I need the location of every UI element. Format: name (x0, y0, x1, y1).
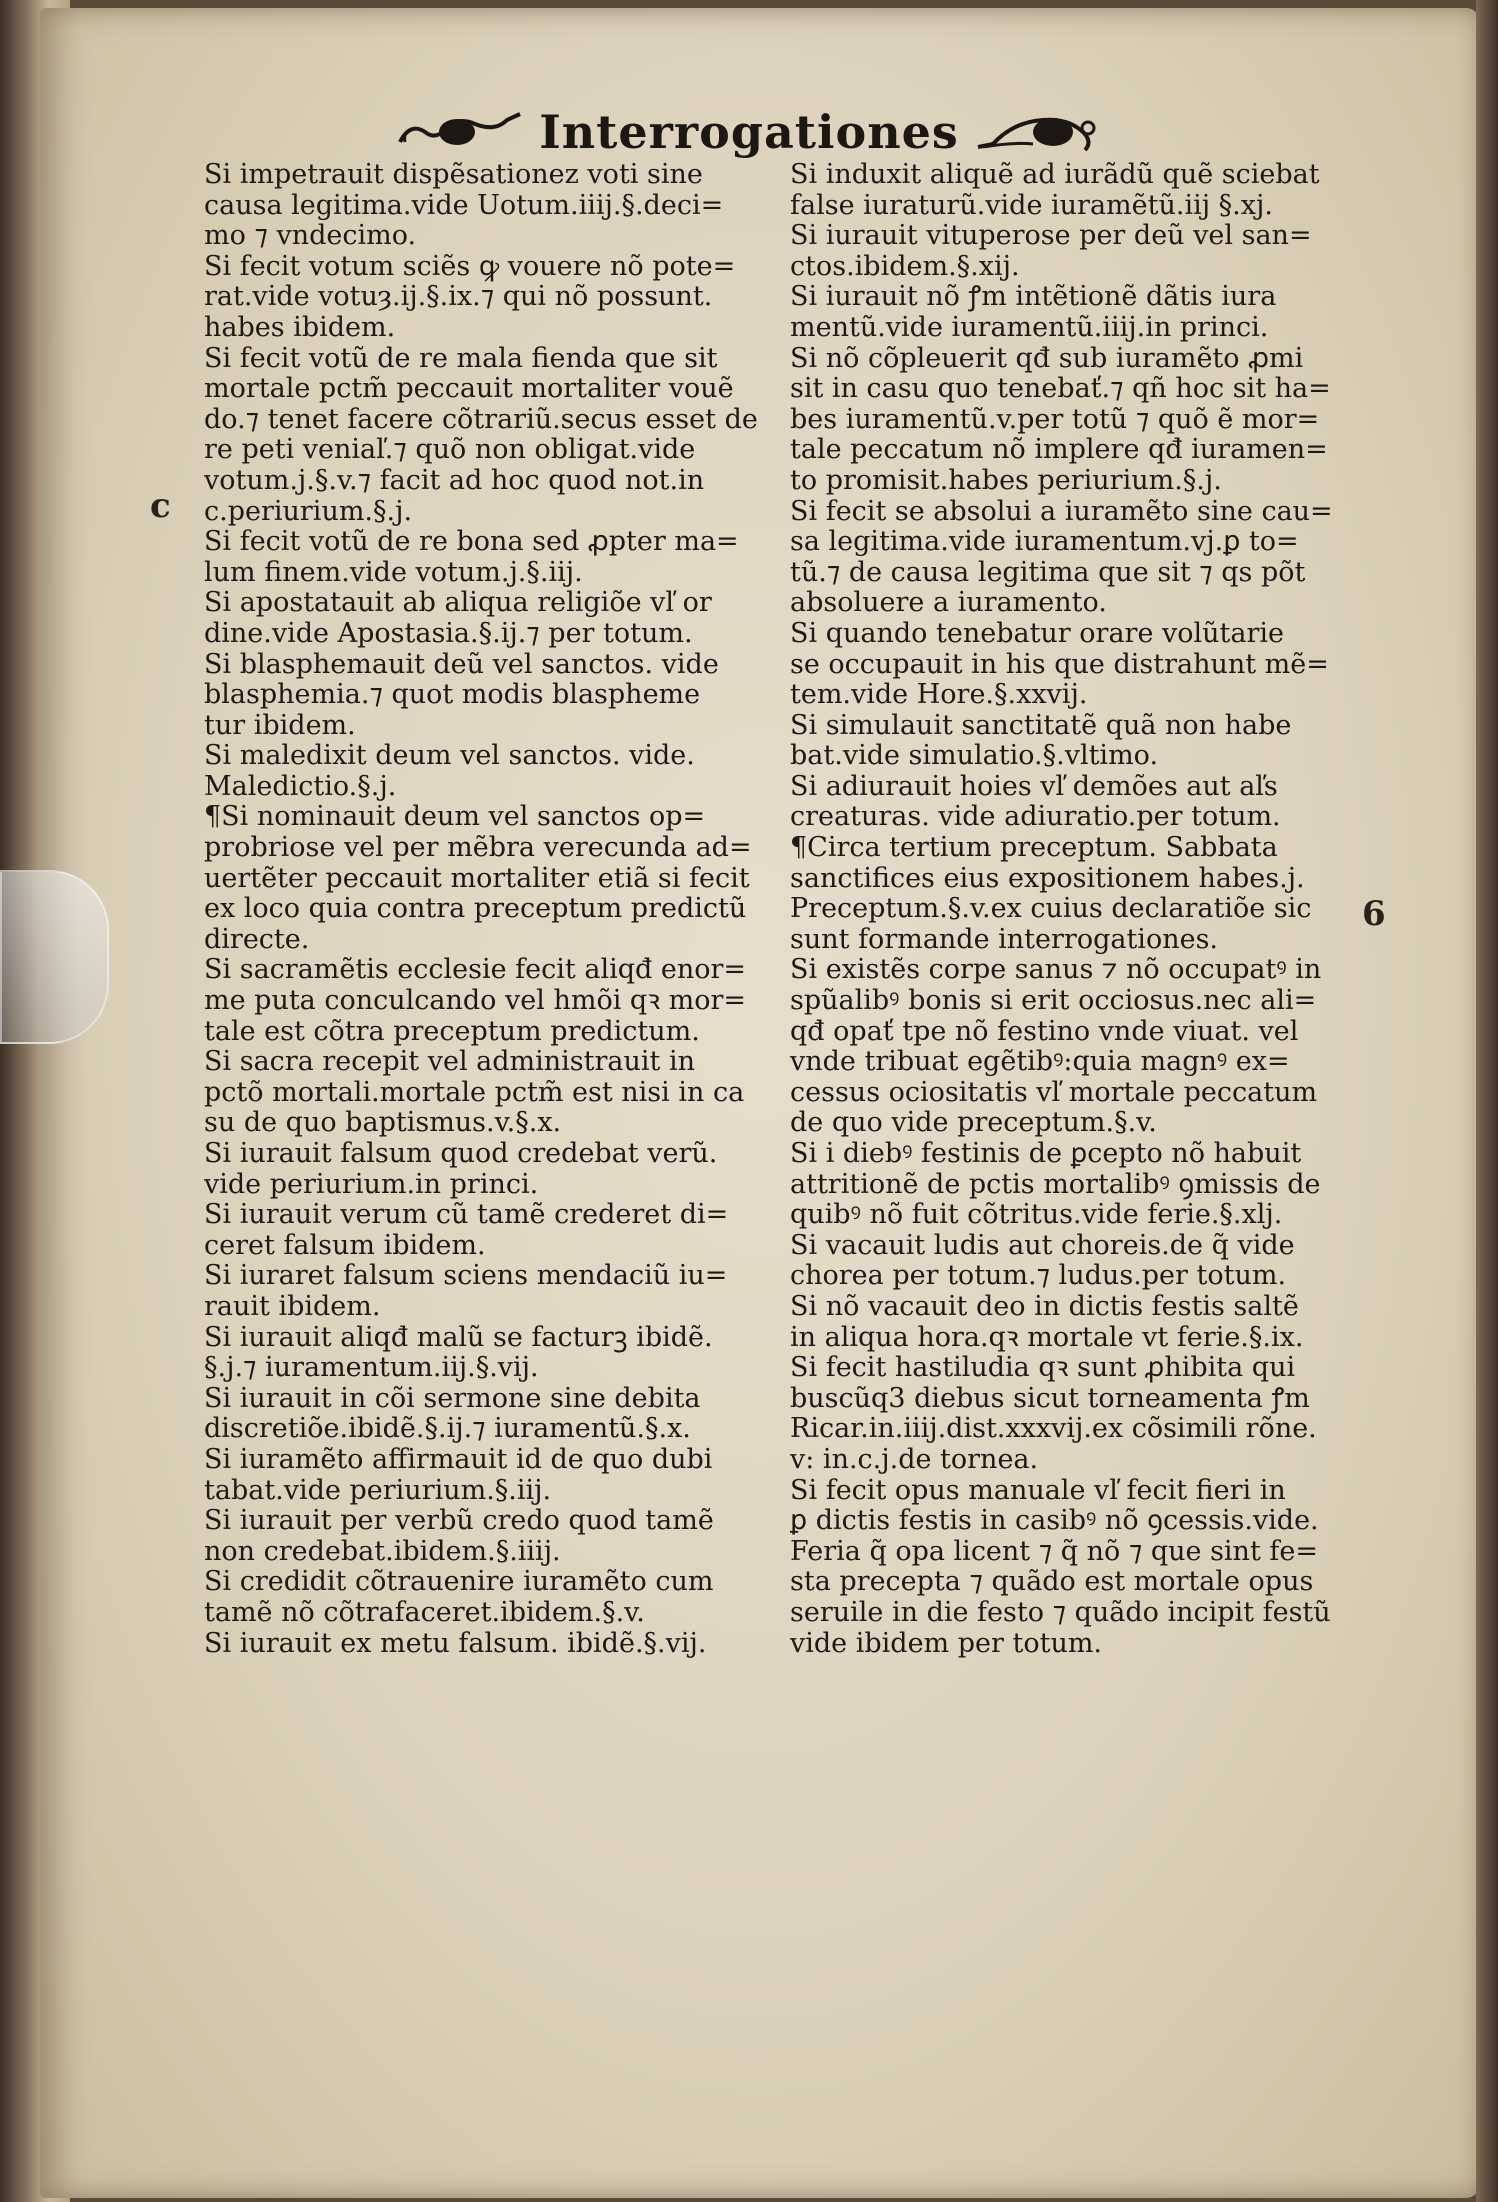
right-column-line: tũ.⁊ de causa legitima que sit ⁊ qs põt (790, 557, 1306, 588)
right-column-line: Si iurauit nõ ꝭm intẽtionẽ dãtis iura (790, 282, 1277, 313)
left-column-line: do.⁊ tenet̃ facere cõtrariũ.secus esset de (204, 404, 758, 435)
left-column-line: ex loco quia contra preceptum predictũ (204, 894, 747, 925)
right-column-line: Si fecit se absolui a iuramẽto sine cau= (790, 496, 1333, 527)
left-column-line: me puta conculcando vel hmõi qꝛ mor= (204, 986, 746, 1017)
right-column-line: Si nõ cõpleuerit qđ sub iuramẽto ꝓmi (790, 343, 1304, 374)
right-column-line: qđ opať tpe nõ festino vnde viuat. vel (790, 1016, 1299, 1047)
left-column-line: Si credidit cõtrauenire iuramẽto cum (204, 1567, 714, 1598)
right-column-line: Feria q̃ opa licent ⁊ q̃ nõ ⁊ que sint fe= (790, 1536, 1318, 1567)
left-column-line: habes ibidem. (204, 312, 396, 343)
left-text-column (204, 160, 776, 1659)
right-column-line: Si i diebꝰ festinis de ꝑcepto nõ habuit (790, 1139, 1302, 1169)
left-margin-mark: c (150, 486, 171, 526)
left-column-line: Si iurauit in cõi sermone sine debita (204, 1383, 701, 1414)
left-column-line: non credebat.ibidem.§.iiij. (204, 1536, 561, 1567)
left-column-line: Si sacra recepit vel administrauit in (204, 1047, 695, 1078)
left-column-line: tabat.vide periurium.§.iij. (204, 1475, 552, 1506)
right-column-line: quibꝰ nõ fuit cõtritus.vide ferie.§.xlj. (790, 1200, 1283, 1231)
right-column-line: Preceptum.§.v.ex cuius declaratiõe sic (790, 894, 1312, 925)
right-ornament-icon (973, 102, 1103, 162)
right-column-line: bat.vide simulatio.§.vltimo. (790, 741, 1159, 772)
right-column-line: bes iuramentũ.v.per totũ ⁊ quõ ẽ mor= (790, 404, 1320, 435)
right-column-line: ctos.ibidem.§.xij. (790, 251, 1020, 282)
right-column-line: v: in.c.j.de tornea. (790, 1444, 1039, 1475)
right-column-line: ¶Circa tertium preceptum. Sabbata (790, 833, 1278, 864)
right-margin-mark: 6 (1362, 894, 1386, 934)
right-column-line: sunt formande interrogationes. (790, 924, 1219, 955)
right-column-line: tem.vide Hore.§.xxvij. (790, 680, 1088, 711)
left-column-line: su de quo baptismus.v.§.x. (204, 1108, 562, 1139)
right-column-line: spũalibꝰ bonis si erit occiosus.nec ali= (790, 986, 1317, 1017)
right-column-line: Si quando tenebatur orare volũtarie (790, 618, 1285, 649)
left-column-line: ceret falsum ibidem. (204, 1230, 486, 1261)
left-column-line: uertẽter peccauit mortaliter etiã si fecit (204, 863, 750, 894)
right-column-line: false iuraturũ.vide iuramẽtũ.iij §.xj. (790, 190, 1273, 221)
right-text-column (790, 160, 1356, 1659)
left-column-line: Si blasphemauit deũ vel sanctos. vide (204, 649, 719, 680)
right-column-line: sa legitima.vide iuramentum.vj.ꝑ to= (790, 527, 1299, 558)
left-column-line: Si impetrauit dispẽsationez voti sine (204, 160, 703, 190)
left-column-line: Si apostatauit ab aliqua religiõe vľ or (204, 588, 712, 619)
left-column-line: lum finem.vide votum.j.§.iij. (204, 557, 583, 588)
left-column-line: Si fecit votũ de re bona sed ꝓpter ma= (204, 527, 739, 558)
left-column-line: dine.vide Apostasia.§.ij.⁊ per totum. (204, 618, 693, 649)
page-right-edge (1476, 0, 1498, 2202)
right-column-line: creaturas. vide adiuratio.per totum. (790, 802, 1281, 833)
right-column-line: Si existẽs corpe sanus ⁊ nõ occupatꝰ in (790, 955, 1322, 986)
left-column-line: Maledictio.§.j. (204, 771, 397, 802)
left-column-line: mortale pctm̃ peccauit mortaliter vouẽ (204, 374, 734, 405)
right-column-line: de quo vide preceptum.§.v. (790, 1108, 1157, 1139)
left-column-line: directe. (204, 924, 310, 955)
left-column-line: vide periurium.in princi. (204, 1169, 539, 1200)
right-column-line: in aliqua hora.qꝛ mortale vt ferie.§.ix. (790, 1322, 1304, 1353)
right-column-line: sit in casu quo tenebať.⁊ qñ hoc sit ha= (790, 374, 1331, 405)
right-column-line: Ricar.in.iiij.dist.xxxvij.ex cõsimili rõne. (790, 1414, 1317, 1445)
page-clip (0, 870, 109, 1044)
left-column-line: Si iurauit aliqđ malũ se facturꝫ ibidẽ. (204, 1322, 713, 1353)
right-column-line: Si iurauit vituperose per deũ vel san= (790, 221, 1312, 252)
right-column-line: sanctifices eius expositionem habes.j. (790, 863, 1305, 894)
right-column-line: Si nõ vacauit deo in dictis festis saltẽ (790, 1291, 1299, 1322)
right-column-line: vnde tribuat egẽtibꝰ:quia magnꝰ ex= (790, 1047, 1290, 1078)
left-column-line: §.j.⁊ iuramentum.iij.§.vij. (204, 1353, 539, 1384)
left-column-line: Si iuramẽto affirmauit id de quo dubi (204, 1444, 713, 1475)
right-column-line: chorea per totum.⁊ ludus.per totum. (790, 1261, 1287, 1292)
right-column-line: vide ibidem per totum. (790, 1628, 1103, 1659)
left-column-line: pctõ mortali.mortale pctm̃ est nisi in ca (204, 1077, 745, 1108)
left-column-line: votum.j.§.v.⁊ facit ad hoc quod not.in (204, 465, 705, 496)
right-column-line: attritionẽ de pctis mortalibꝰ ꝯmissis de (790, 1169, 1321, 1200)
right-column-line: se occupauit in his que distrahunt mẽ= (790, 649, 1329, 680)
right-column-line: cessus ociositatis vľ mortale peccatum (790, 1077, 1318, 1108)
left-column-line: rauit ibidem. (204, 1291, 381, 1322)
left-column-line: tamẽ nõ cõtrafaceret.ibidem.§.v. (204, 1597, 645, 1628)
right-column-line: to promisit.habes periurium.§.j. (790, 465, 1222, 496)
right-column-line: absoluere a iuramento. (790, 588, 1107, 619)
right-column-line: Si adiurauit hoies vľ demões aut aľs (790, 771, 1278, 802)
left-column-line: Si iurauit verum cũ tamẽ crederet di= (204, 1200, 729, 1231)
right-column-line: Si induxit aliquẽ ad iurãdũ quẽ sciebat (790, 160, 1320, 190)
left-column-line: Si fecit votũ de re mala fienda que sit (204, 343, 718, 374)
right-column-line: ꝑ dictis festis in casibꝰ nõ ꝯcessis.vide. (790, 1506, 1319, 1537)
left-column-line: re peti veniaľ.⁊ quõ non obligat.vide (204, 435, 696, 466)
left-column-line: Si iurauit falsum quod credebat verũ. (204, 1139, 718, 1169)
left-column-line: tur ibidem. (204, 710, 356, 741)
left-column-line: ¶Si nominauit deum vel sanctos op= (204, 802, 706, 833)
left-column-line: Si maledixit deum vel sanctos. vide. (204, 741, 695, 772)
right-column-line: Si vacauit ludis aut choreis.de q̃ vide (790, 1230, 1295, 1261)
right-column-line: Si fecit opus manuale vľ fecit fieri in (790, 1475, 1286, 1506)
right-column-line: mentũ.vide iuramentũ.iiij.in princi. (790, 312, 1269, 343)
left-column-line: Si iuraret falsum sciens mendaciũ iu= (204, 1261, 728, 1292)
left-column-line: Si iurauit ex metu falsum. ibidẽ.§.vij. (204, 1628, 707, 1659)
right-column-line: sta precepta ⁊ quãdo est mortale opus (790, 1567, 1314, 1598)
left-column-line: c.periurium.§.j. (204, 496, 413, 527)
right-column-line: tale peccatum nõ implere qđ iuramen= (790, 435, 1328, 466)
left-column-line: Si iurauit per verbũ credo quod tamẽ (204, 1506, 714, 1537)
right-column-line: seruile in die festo ⁊ quãdo incipit festũ (790, 1597, 1331, 1628)
left-column-line: Si sacramẽtis ecclesie fecit aliqđ enor= (204, 955, 747, 986)
left-column-line: rat.vide votuȝ.ij.§.ix.⁊ qui nõ possunt. (204, 282, 713, 313)
left-column-line: tale est cõtra preceptum predictum. (204, 1016, 700, 1047)
left-ornament-icon (395, 102, 525, 162)
right-column-line: Si simulauit sanctitatẽ quã non habe (790, 710, 1292, 741)
left-column-line: causa legitima.vide Uotum.iiij.§.deci= (204, 190, 724, 221)
left-column-line: mo ⁊ vndecimo. (204, 221, 417, 252)
left-column-line: discretiõe.ibidẽ.§.ij.⁊ iuramentũ.§.x. (204, 1414, 691, 1445)
page-title: Interrogationes (539, 105, 959, 159)
left-column-line: probriose vel per mẽbra verecunda ad= (204, 833, 752, 864)
left-column-line: Si fecit votum sciẽs ꝙ vouere nõ pote= (204, 251, 736, 282)
right-column-line: Si fecit hastiludia qꝛ sunt ꝓhibita qui (790, 1353, 1296, 1384)
right-column-line: buscũq3 diebus sicut torneamenta ꝭm (790, 1383, 1310, 1414)
left-column-line: blasphemia.⁊ quot modis blaspheme (204, 680, 701, 711)
